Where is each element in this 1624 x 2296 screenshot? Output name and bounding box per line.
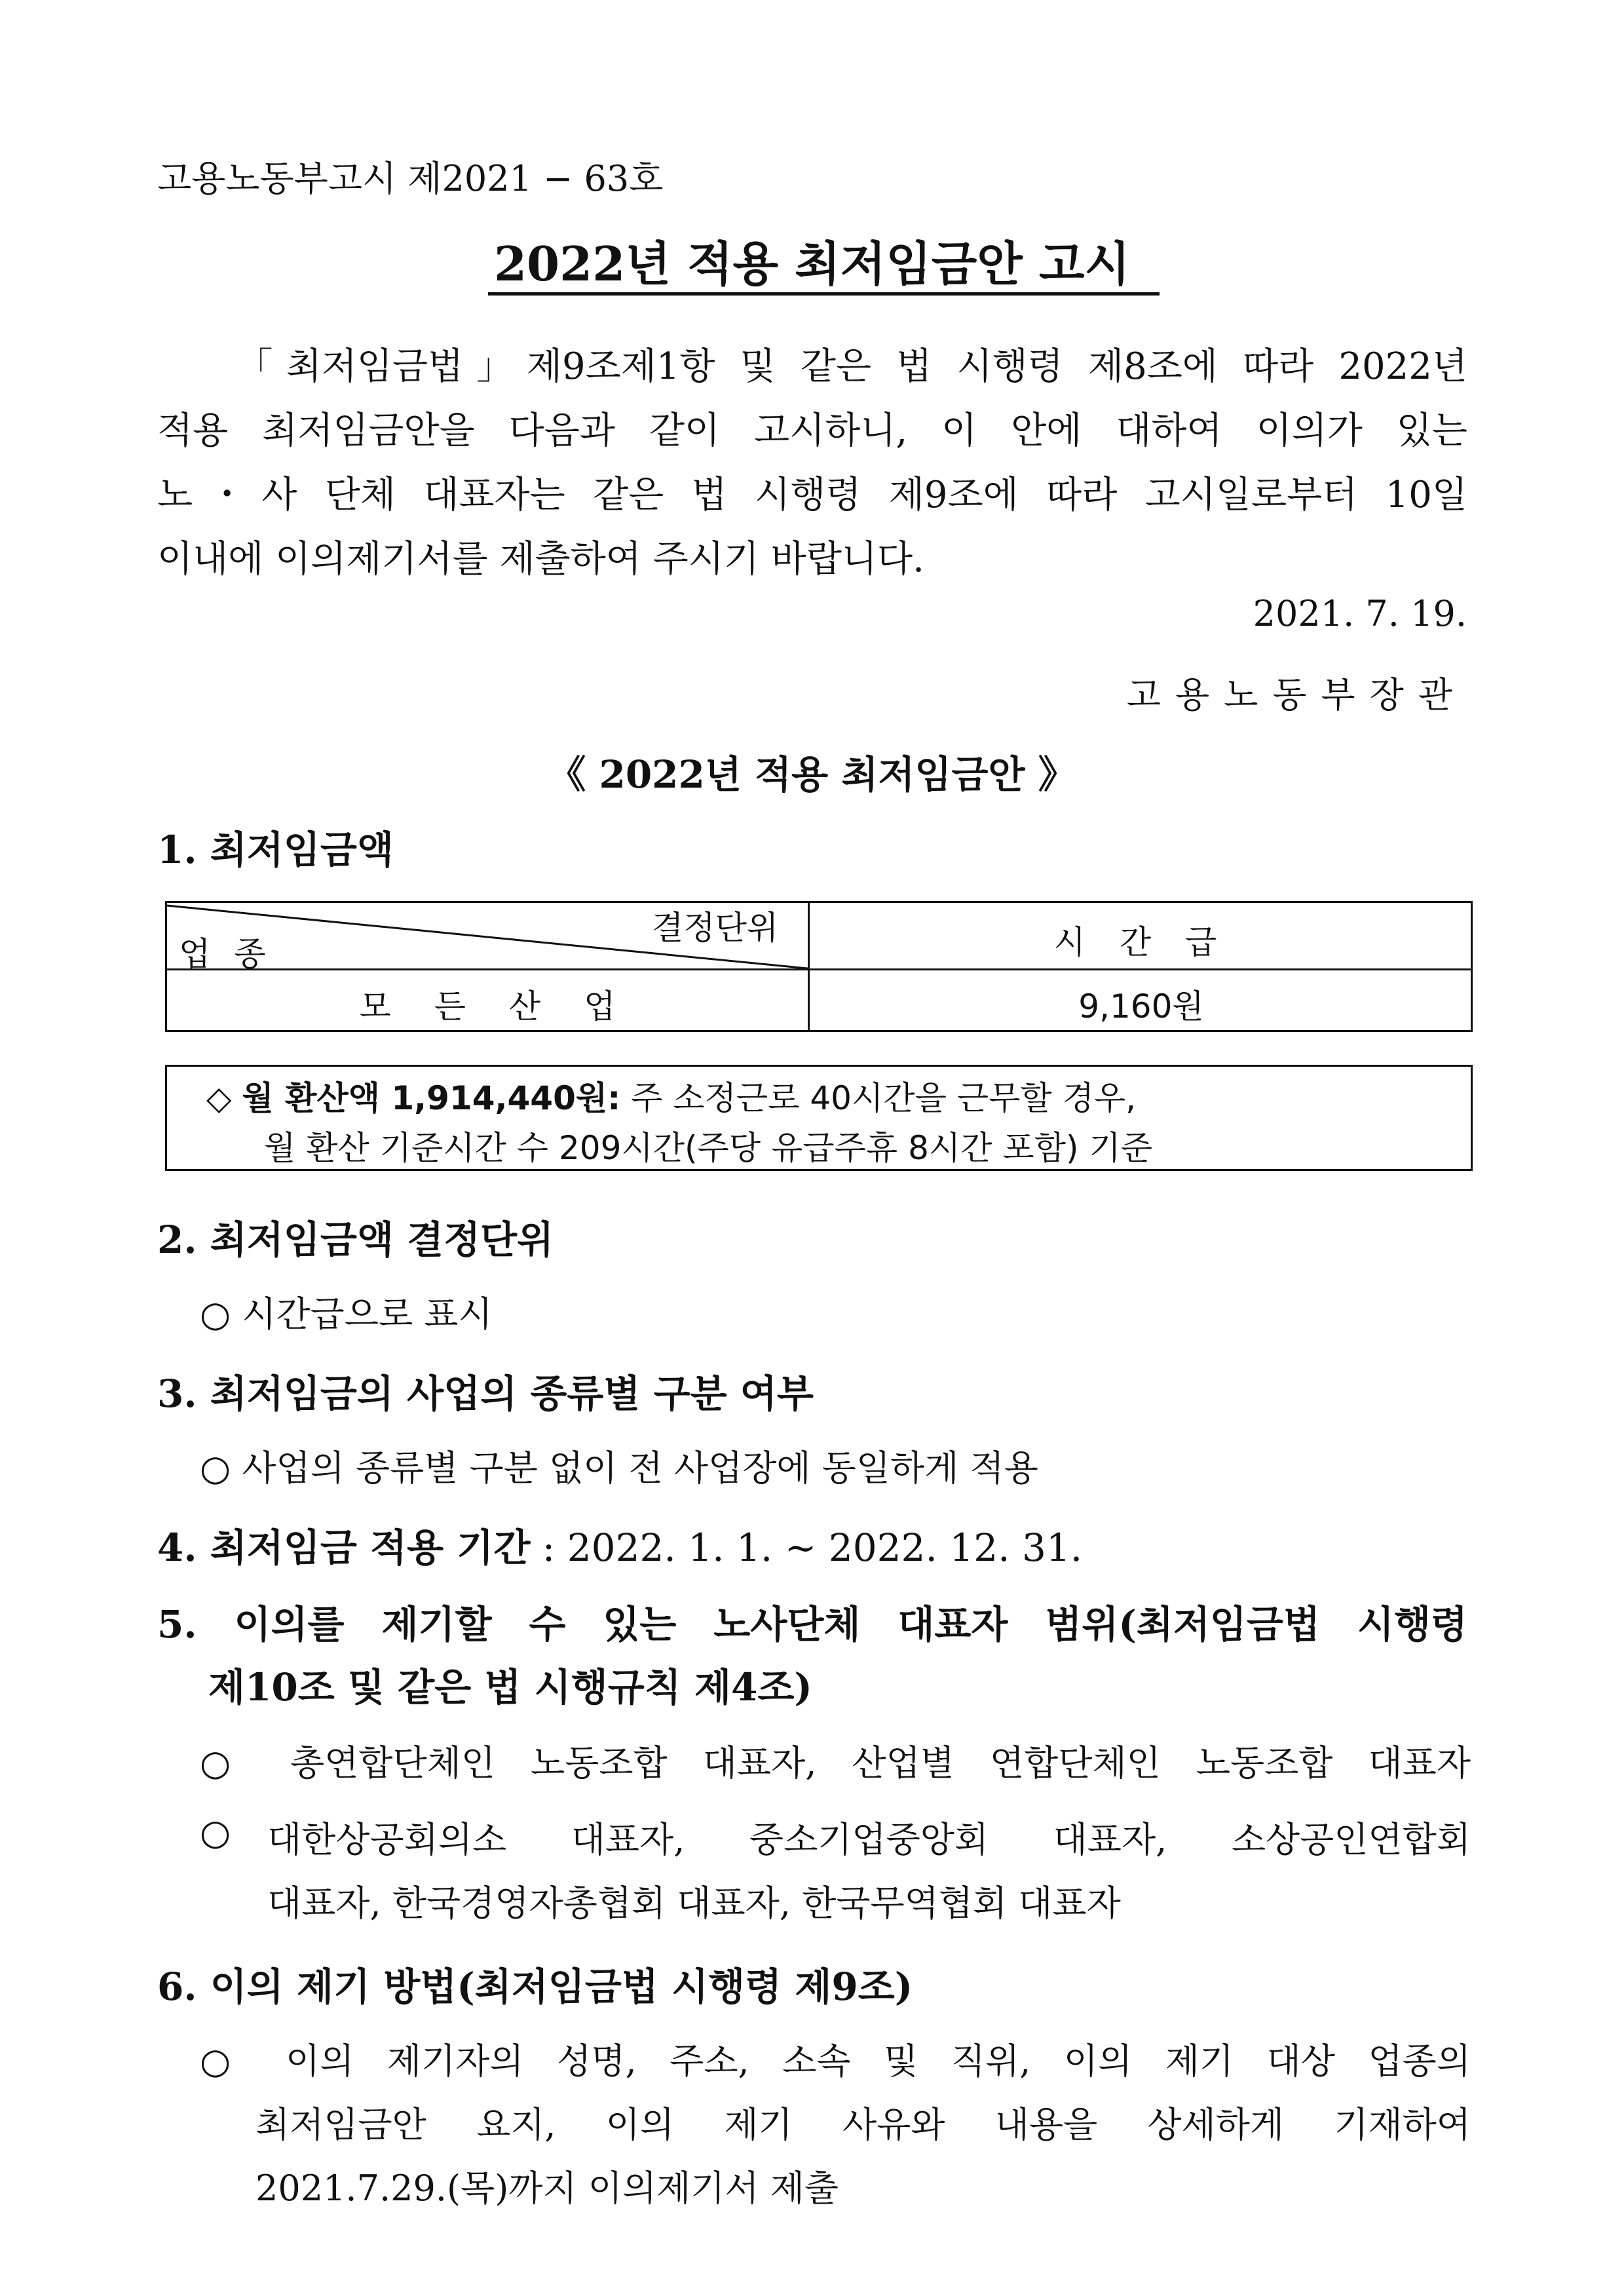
monthly-amount: 월 환산액 1,914,440원: bbox=[242, 1079, 621, 1117]
section-2-bullet: ○ 시간급으로 표시 bbox=[200, 1293, 493, 1335]
section-5-heading-line-2: 제10조 및 같은 법 시행규칙 제4조) bbox=[208, 1665, 812, 1710]
table-corner-top: 결정단위 bbox=[652, 909, 779, 947]
notice-number: 고용노동부고시 제2021 − 63호 bbox=[157, 158, 664, 199]
intro-line-1: 「최저임금법」제9조제1항 및 같은 법 시행령 제8조에 따라 2022년 bbox=[223, 345, 1467, 388]
monthly-line-1 bbox=[206, 1072, 1136, 1119]
section-3-heading: 3. 최저임금의 사업의 종류별 구분 여부 bbox=[157, 1371, 814, 1416]
section-6-bullet-line-3: 2021.7.29.(목)까지 이의제기서 제출 bbox=[255, 2168, 839, 2209]
monthly-condition: 주 소정근로 40시간을 근무할 경우, bbox=[620, 1079, 1137, 1117]
monthly-conversion-box bbox=[165, 1065, 1473, 1171]
section-5-bullet-2-marker: ○ bbox=[200, 1812, 231, 1853]
section-6-bullet-line-1: ○ 이의 제기자의 성명, 주소, 소속 및 직위, 이의 제기 대상 업종의 bbox=[200, 2040, 1471, 2082]
monthly-line-2: 월 환산 기준시간 수 209시간(주당 유급주휴 8시간 포함) 기준 bbox=[264, 1129, 1153, 1167]
section-6-bullet-line-2: 최저임금안 요지, 이의 제기 사유와 내용을 상세하게 기재하여 bbox=[255, 2104, 1471, 2145]
section-1-heading: 1. 최저임금액 bbox=[157, 828, 394, 872]
section-4-period: : 2022. 1. 1. ~ 2022. 12. 31. bbox=[530, 1525, 1083, 1570]
notice-date: 2021. 7. 19. bbox=[1253, 593, 1467, 634]
table-col-header: 시 간 급 bbox=[1053, 923, 1229, 961]
table-corner-bottom: 업 종 bbox=[179, 935, 273, 973]
section-5-bullet-1: ○ 총연합단체인 노동조합 대표자, 산업별 연합단체인 노동조합 대표자 bbox=[200, 1742, 1471, 1784]
section-6-heading: 6. 이의 제기 방법(최저임금법 시행령 제9조) bbox=[157, 1964, 913, 2009]
title-underline bbox=[488, 292, 1160, 296]
table-row-label: 모 든 산 업 bbox=[359, 987, 616, 1025]
section-5-bullet-2-line-2: 대표자, 한국경영자총협회 대표자, 한국무역협회 대표자 bbox=[267, 1883, 1121, 1924]
diamond-icon: ◇ bbox=[206, 1079, 232, 1117]
page-title: 2022년 적용 최저임금안 고시 bbox=[493, 236, 1131, 292]
issuer: 고용노동부장관 bbox=[1126, 674, 1467, 716]
section-4 bbox=[157, 1517, 1082, 1572]
section-5-heading-line-1: 5. 이의를 제기할 수 있는 노사단체 대표자 범위(최저임금법 시행령 bbox=[157, 1602, 1467, 1647]
section-5-bullet-2-line-1: 대한상공회의소 대표자, 중소기업중앙회 대표자, 소상공인연합회 bbox=[267, 1819, 1471, 1860]
table-row-value: 9,160원 bbox=[1078, 987, 1204, 1025]
intro-line-4: 이내에 이의제기서를 제출하여 주시기 바랍니다. bbox=[157, 538, 924, 581]
intro-line-2: 적용 최저임금안을 다음과 같이 고시하니, 이 안에 대하여 이의가 있는 bbox=[157, 410, 1467, 452]
intro-line-3: 노・사 단체 대표자는 같은 법 시행령 제9조에 따라 고시일로부터 10일 bbox=[157, 474, 1467, 516]
plan-title: 《 2022년 적용 최저임금안 》 bbox=[548, 752, 1076, 797]
wage-table bbox=[165, 901, 1473, 1032]
section-4-heading: 4. 최저임금 적용 기간 bbox=[157, 1525, 531, 1570]
section-3-bullet: ○ 사업의 종류별 구분 없이 전 사업장에 동일하게 적용 bbox=[200, 1447, 1038, 1489]
section-2-heading: 2. 최저임금액 결정단위 bbox=[157, 1217, 554, 1262]
